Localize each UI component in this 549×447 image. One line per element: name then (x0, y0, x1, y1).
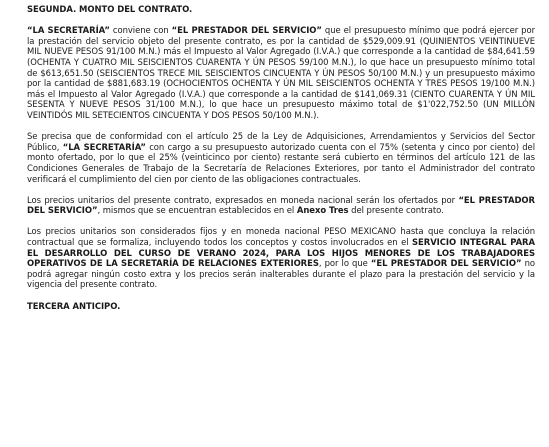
text: del presente contrato. (348, 205, 444, 216)
text: Los precios unitarios son considerados fijos y en moneda nacional PESO MEXICANO hasta que concluya la relación contractual que se formaliza, incluyendo todos los conceptos y costos involucrados en el (27, 226, 535, 248)
party-secretaria: “LA SECRETARÍA” (27, 25, 110, 36)
text: , por lo que (318, 258, 371, 269)
party-prestador: “EL PRESTADOR DEL SERVICIO” (171, 25, 322, 36)
service-name: SERVICIO INTEGRAL PARA EL DESARROLLO DEL CURSO DE VERANO 2024, PARA LOS HIJOS MENORES DE LOS TRABAJADORES OPERATIVOS DE LA SECRETARÍA DE RELACIONES EXTERIORES (27, 237, 535, 269)
paragraph-articulo-25 (27, 131, 535, 184)
anexo-reference: Anexo Tres (296, 205, 349, 216)
text: Los precios unitarios del presente contrato, expresados en moneda nacional serán los ofertados por (27, 194, 459, 205)
paragraph-precios-fijos (27, 226, 535, 290)
party-secretaria: “LA SECRETARÍA” (62, 141, 146, 152)
party-prestador: “EL PRESTADOR DEL SERVICIO” (370, 258, 522, 269)
text: conviene con (109, 25, 172, 36)
text: con cargo a su presupuesto autorizado cuenta con el 75% (setenta y cinco por ciento) del monto ofertado, por lo que el 25% (veinticinco por ciento) restante será cubierto en términos del artículo 121 de las Condiciones Generales de Trabajo de la Secretaría de Relaciones Exteriores, por tanto el Administrador del contrato verificará el cumplimiento del cien por ciento de las obligaciones contractuales. (27, 141, 535, 184)
text: no podrá agregar ningún costo extra y los precios serán inalterables durante el plazo para la prestación del servicio y la vigencia del presente contrato. (27, 258, 535, 290)
paragraph-precios-unitarios (27, 195, 535, 216)
section-heading-tercera: TERCERA ANTICIPO. (27, 300, 121, 311)
paragraph-monto (27, 25, 535, 120)
party-prestador: “EL PRESTADOR DEL SERVICIO” (27, 194, 535, 216)
text: que el presupuesto mínimo que podrá ejercer por la prestación del servicio objeto del presente contrato, es por la cantidad de $529,009.91 (QUINIENTOS VEINTINUEVE MIL NUEVE PESOS 91/100 M.N.) más el Impuesto al Valor Agregado (I.V.A.) que corresponde a la cantidad de $84,641.59 (OCHENTA Y CUATRO MIL SEISCIENTOS CUARENTA Y ÚN PESOS 59/100 M.N.), lo que hace un presupuesto mínimo total de $613,651.50 (SEISCIENTOS TRECE MIL SEISCIENTOS CINCUENTA Y ÚN PESOS 50/100 M.N.) y un presupuesto máximo por la cantidad de $881,683.19 (OCHOCIENTOS OCHENTA Y ÚN MIL SEISCIENTOS OCHENTA Y TRES PESOS 19/100 M.N.) más el Impuesto al Valor Agregado (I.V.A.) que corresponde a la cantidad de $141,069.31 (CIENTO CUARENTA Y ÚN MIL SESENTA Y NUEVE PESOS 31/100 M.N.), lo que hace un presupuesto máximo total de $1'022,752.50 (UN MILLÓN VEINTIDÓS MIL SETECIENTOS CINCUENTA Y DOS PESOS 50/100 M.N.). (27, 25, 535, 120)
text: Se precisa que de conformidad con el artículo 25 de la Ley de Adquisiciones, Arrendamientos y Servicios del Sector Público, (27, 131, 535, 152)
section-heading-segunda: SEGUNDA. MONTO DEL CONTRATO. (27, 4, 193, 14)
text: , mismos que se encuentran establecidos en el (97, 205, 297, 216)
